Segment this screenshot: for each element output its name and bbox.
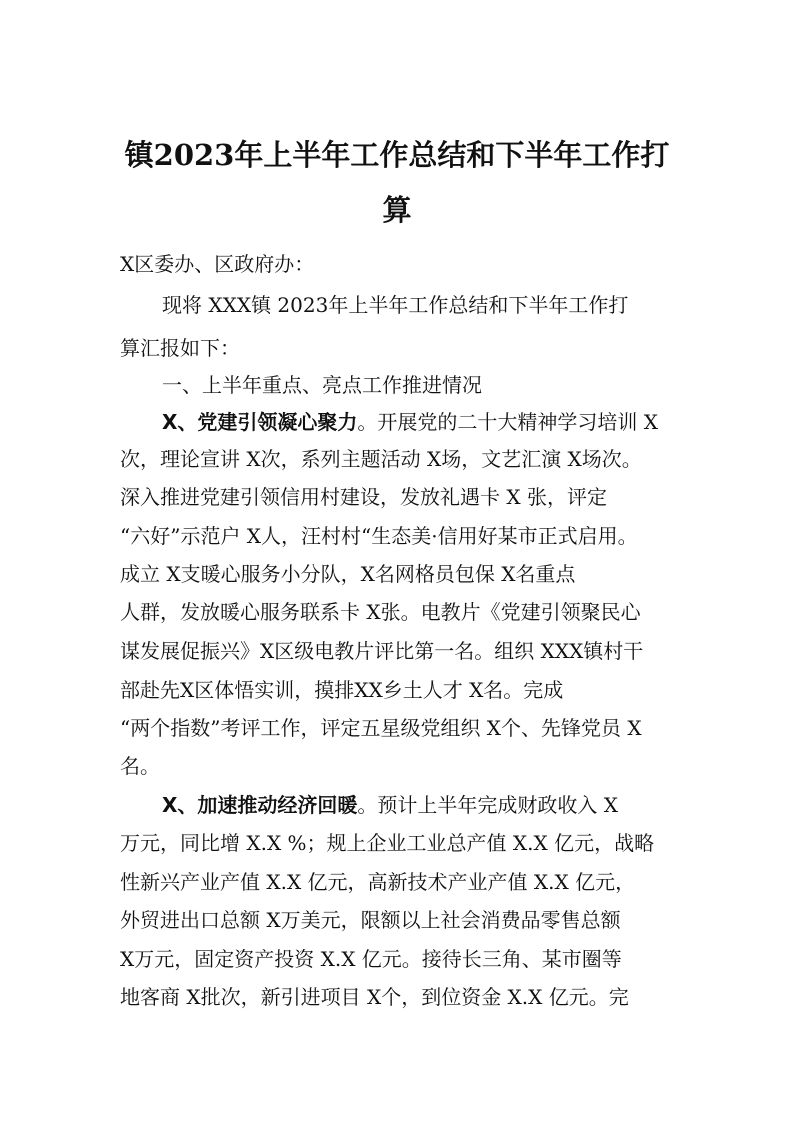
para2-line: X万元，固定资产投资 X.X 亿元。接待长三角、某市圈等 bbox=[120, 947, 622, 971]
para2-line: 外贸进出口总额 X万美元，限额以上社会消费品零售总额 bbox=[120, 908, 621, 932]
para2-text: 。预计上半年完成财政收入 X bbox=[357, 793, 619, 817]
para1-line bbox=[162, 410, 658, 434]
para1-line: 谋发展促振兴》X区级电教片评比第一名。组织 XXX镇村干 bbox=[120, 639, 644, 663]
para2-line bbox=[162, 793, 618, 817]
intro-line: 算汇报如下： bbox=[120, 336, 240, 360]
para1-line: 成立 X支暖心服务小分队，X名网格员包保 X名重点 bbox=[120, 562, 576, 586]
para1-text: 。开展党的二十大精神学习培训 X bbox=[357, 410, 659, 434]
document-title-line2: 算 bbox=[382, 193, 412, 227]
document-title-line1: 镇2023年上半年工作总结和下半年工作打 bbox=[124, 138, 670, 172]
section-heading: 一、上半年重点、亮点工作推进情况 bbox=[162, 373, 482, 397]
para2-heading: X、加速推动经济回暖 bbox=[162, 793, 358, 817]
para1-line: 次，理论宣讲 X次，系列主题活动 X场，文艺汇演 X场次。 bbox=[120, 447, 642, 471]
intro-line: 现将 XXX镇 2023年上半年工作总结和下半年工作打 bbox=[162, 293, 629, 317]
para2-line: 万元，同比增 X.X %；规上企业工业总产值 X.X 亿元，战略 bbox=[120, 831, 655, 855]
para1-line: 深入推进党建引领信用村建设，发放礼遇卡 X 张，评定 bbox=[120, 485, 607, 509]
para2-line: 性新兴产业产值 X.X 亿元，高新技术产业产值 X.X 亿元， bbox=[120, 870, 636, 894]
para1-line: 人群，发放暖心服务联系卡 X张。电教片《党建引领聚民心 bbox=[120, 600, 641, 624]
para1-line: “两个指数”考评工作，评定五星级党组织 X个、先锋党员 X bbox=[120, 716, 642, 740]
para1-heading: X、党建引领凝心聚力 bbox=[162, 410, 358, 434]
para2-line: 地客商 X批次，新引进项目 X个，到位资金 X.X 亿元。完 bbox=[120, 985, 629, 1009]
para1-line: 部赴先X区体悟实训，摸排XX乡土人才 X名。完成 bbox=[120, 678, 564, 702]
para1-line: 名。 bbox=[120, 754, 160, 778]
salutation: X区委办、区政府办： bbox=[120, 252, 315, 276]
para1-line: “六好”示范户 X人，汪村村“生态美·信用好某市正式启用。 bbox=[120, 524, 638, 548]
